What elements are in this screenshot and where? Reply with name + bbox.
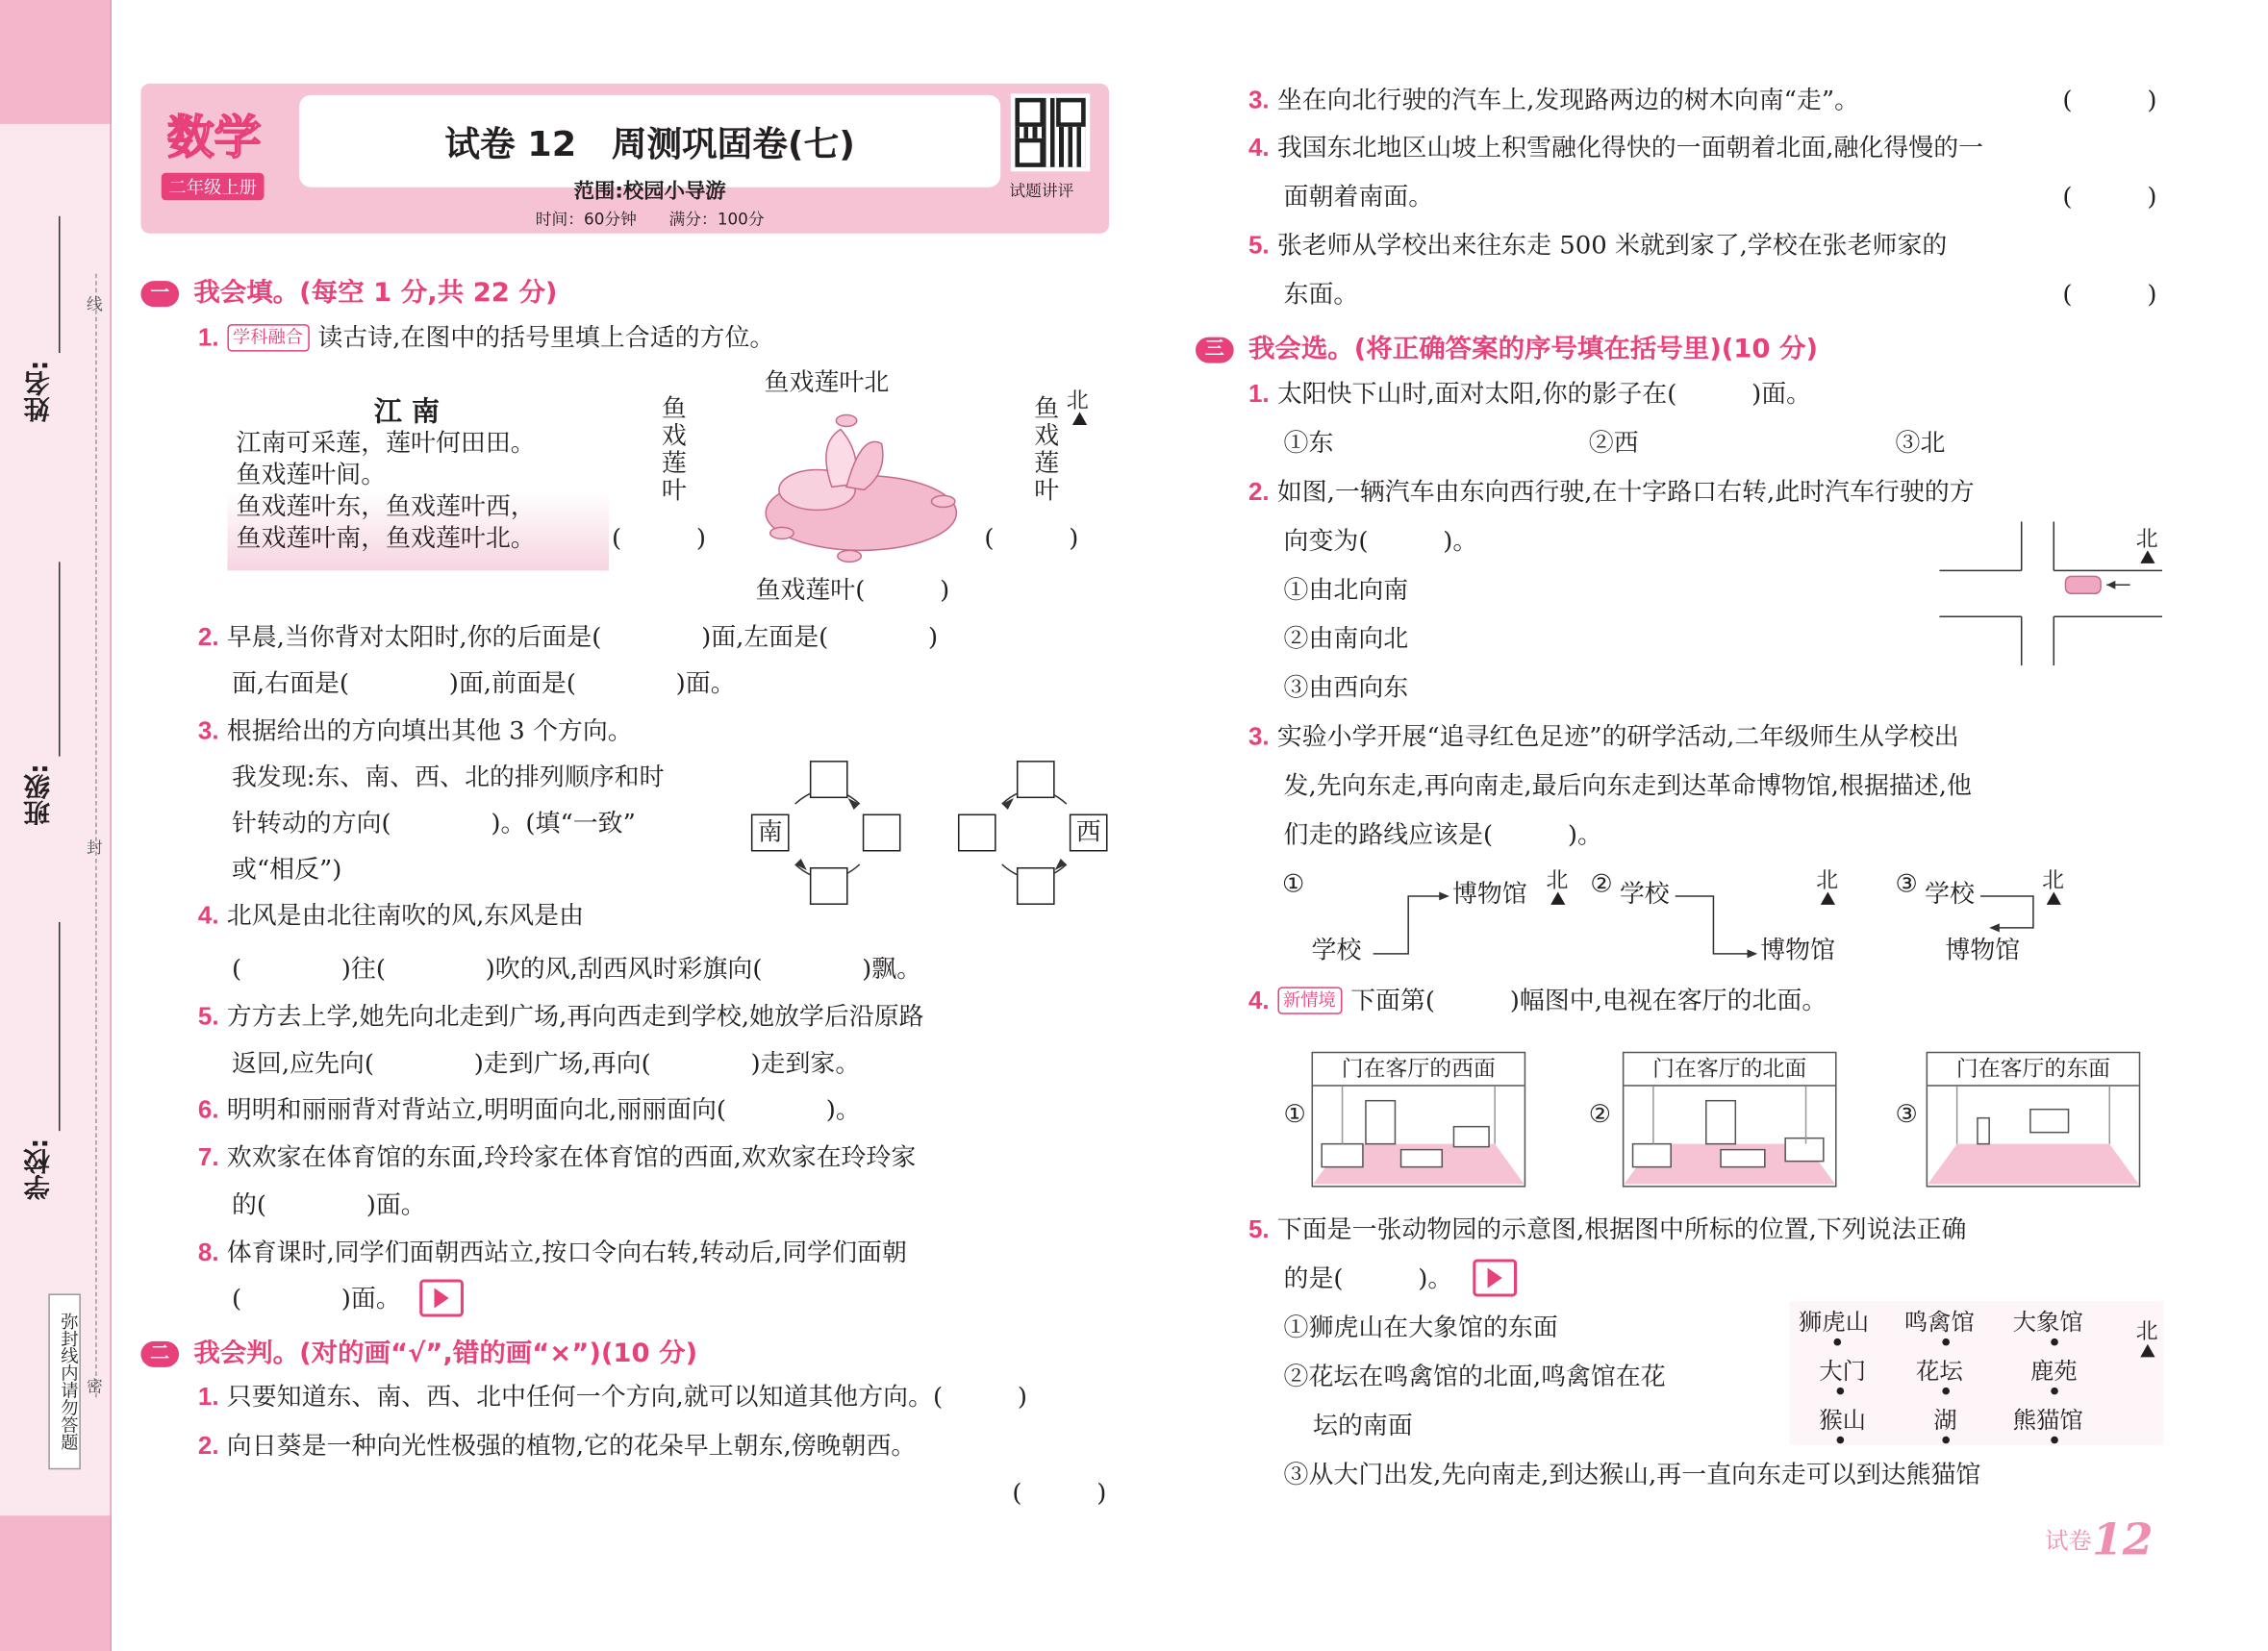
s3-q5-option-1[interactable]: ①狮虎山在大象馆的东面 <box>1283 1313 1558 1343</box>
direction-wheel-right <box>958 761 1111 908</box>
right-blank[interactable]: ( ) <box>984 524 1079 554</box>
scope-label: 范围:校园小导游 <box>573 180 726 204</box>
s1-q2-line2: 面,右面是( )面,前面是( )面。 <box>231 669 736 699</box>
s1-q3-line2: 针转动的方向( )。(填“一致” <box>231 810 636 839</box>
section1-badge: 一 <box>140 281 179 307</box>
zoo-lake: 湖 <box>1933 1406 1957 1434</box>
zoo-flowerbed: 花坛 <box>1915 1357 1963 1385</box>
route-option-1[interactable]: ① 学校 博物馆 北 <box>1279 864 1573 971</box>
s2-q4: 4. 我国东北地区山坡上积雪融化得快的一面朝着北面,融化得慢的一 <box>1247 134 1984 163</box>
room2-mark: ② <box>1588 1100 1612 1130</box>
section1-heading: 一 我会填。(每空 1 分,共 22 分) <box>140 272 557 310</box>
room3-mark: ③ <box>1895 1100 1918 1130</box>
seal-mark-1: 线 <box>86 295 103 314</box>
s3-q3-line2: 发,先向东走,再向南走,最后向东走到达革命博物馆,根据描述,他 <box>1283 772 1972 802</box>
s3-q3: 3. 实验小学开展“追寻红色足迹”的研学活动,二年级师生从学校出 <box>1247 723 1959 753</box>
zoo-panda-house: 熊猫馆 <box>2012 1406 2083 1434</box>
wheel-left-west: 南 <box>751 814 790 852</box>
s2-q2-paren[interactable]: ( ) <box>1012 1479 1107 1509</box>
s1-q2: 2. 早晨,当你背对太阳时,你的后面是( )面,左面是( ) <box>197 623 939 653</box>
video-icon[interactable] <box>1473 1260 1517 1297</box>
s1-q6: 6. 明明和丽丽背对背站立,明明面向北,丽丽面向( )。 <box>197 1096 861 1126</box>
wheel-right-north[interactable] <box>1017 761 1055 798</box>
route1-start: 学校 <box>1311 936 1362 965</box>
route-option-2[interactable]: ② 学校 博物馆 北 <box>1587 864 1860 971</box>
s1-q3-line1: 我发现:东、南、西、北的排列顺序和时 <box>231 763 665 793</box>
s2-q5-line2: 东面。 <box>1283 281 1359 311</box>
subject-title: 数学 <box>166 109 262 164</box>
poem-title: 江 南 <box>373 396 440 428</box>
s3-q2-option-3[interactable]: ③由西向东 <box>1283 674 1409 704</box>
tag-new-context: 新情境 <box>1277 987 1342 1013</box>
zoo-north-label: 北 <box>2135 1317 2158 1344</box>
zoo-bird-house: 鸣禽馆 <box>1903 1308 1975 1336</box>
north-arrow-icon <box>1821 891 1835 904</box>
class-label: 班级: <box>23 763 55 826</box>
s2-q4-paren[interactable]: ( ) <box>2062 183 2157 213</box>
grade-label: 二年级上册 <box>162 173 265 200</box>
s3-q2-line2: 向变为( )。 <box>1283 527 1478 557</box>
s2-q3-paren[interactable]: ( ) <box>2062 86 2157 115</box>
route2-start: 学校 <box>1619 880 1670 910</box>
s3-q5-line2: 的是( )。 <box>1283 1264 1453 1294</box>
north-arrow-icon <box>1550 891 1565 904</box>
s1-q4: 4. 北风是由北往南吹的风,东风是由 <box>197 901 585 931</box>
zoo-deer-park: 鹿苑 <box>2029 1357 2078 1385</box>
s2-q1: 1. 只要知道东、南、西、北中任何一个方向,就可以知道其他方向。( ) <box>197 1383 1028 1413</box>
poem-line-2: 鱼戏莲叶间。 <box>236 461 387 490</box>
header-banner <box>140 84 1109 234</box>
s3-q2-option-1[interactable]: ①由北向南 <box>1283 576 1409 606</box>
s3-q3-line3: 们走的路线应该是( )。 <box>1283 821 1602 850</box>
zoo-elephant-house: 大象馆 <box>2012 1308 2083 1336</box>
north-arrow-icon <box>2140 1344 2155 1357</box>
seal-mark-3: 密 <box>86 1377 103 1396</box>
room-option-2[interactable] <box>1623 1052 1837 1188</box>
qr-caption: 试题讲评 <box>1009 181 1074 201</box>
time-info: 时间：60分钟 满分：100分 <box>535 210 765 230</box>
class-field[interactable] <box>20 562 79 850</box>
s2-q5: 5. 张老师从学校出来往东走 500 米就到家了,学校在张老师家的 <box>1247 232 1948 262</box>
seal-note: 弥封线内请勿答题 <box>48 1293 81 1469</box>
s3-q5-option-2[interactable]: ②花坛在鸣禽馆的北面,鸣禽馆在花 <box>1283 1363 1666 1392</box>
s3-q1-option-2[interactable]: ②西 <box>1588 429 1639 459</box>
school-field[interactable] <box>20 922 79 1239</box>
s1-q1: 1. 学科融合 读古诗,在图中的括号里填上合适的方位。 <box>197 324 775 354</box>
crossroad-north-label: 北 <box>2135 525 2158 552</box>
crossroad-figure <box>1939 521 2162 665</box>
s3-q4: 4. 新情境 下面第( )幅图中,电视在客厅的北面。 <box>1247 987 1827 1016</box>
car-icon <box>2075 579 2083 588</box>
top-label: 鱼戏莲叶北 <box>764 368 890 398</box>
poem-line-1: 江南可采莲，莲叶何田田。 <box>236 429 536 459</box>
s2-q2: 2. 向日葵是一种向光性极强的植物,它的花朵早上朝东,傍晚朝西。 <box>197 1432 917 1462</box>
route3-start: 学校 <box>1925 880 1975 910</box>
right-vertical-label: 鱼戏莲叶 <box>1028 394 1058 505</box>
s1-q4-line2: ( )往( )吹的风,刮西风时彩旗向( )飘。 <box>231 955 922 985</box>
left-blank[interactable]: ( ) <box>612 524 707 554</box>
north-arrow-icon <box>2140 550 2155 563</box>
zoo-gate: 大门 <box>1819 1357 1867 1385</box>
route1-north: 北 <box>1546 866 1569 893</box>
poem-figure <box>227 366 1093 612</box>
room1-mark: ① <box>1283 1100 1306 1130</box>
section2-heading: 二 我会判。(对的画“√”,错的画“×”)(10 分) <box>140 1333 697 1370</box>
video-icon[interactable] <box>419 1279 464 1316</box>
s2-q3: 3. 坐在向北行驶的汽车上,发现路两边的树木向南“走”。 <box>1247 86 1860 115</box>
s2-q5-paren[interactable]: ( ) <box>2062 281 2157 311</box>
north-arrow-icon <box>2047 891 2061 904</box>
name-label: 姓名: <box>23 360 55 423</box>
lotus-illustration <box>759 401 965 571</box>
s3-q5: 5. 下面是一张动物园的示意图,根据图中所标的位置,下列说法正确 <box>1247 1215 1967 1245</box>
seal-mark-2: 封 <box>86 838 103 858</box>
route3-north: 北 <box>2042 866 2064 893</box>
wheel-right-east: 西 <box>1070 814 1108 852</box>
footer-label: 试卷 <box>2045 1527 2092 1555</box>
north-arrow-icon <box>1072 413 1087 425</box>
s1-q5: 5. 方方去上学,她先向北走到广场,再向西走到学校,她放学后沿原路 <box>197 1002 924 1032</box>
s1-q8: 8. 体育课时,同学们面朝西站立,按口令向右转,转动后,同学们面朝 <box>197 1238 907 1268</box>
s1-q3-line3: 或“相反”) <box>231 855 342 885</box>
tag-interdisciplinary: 学科融合 <box>227 324 309 351</box>
page-number: 12 <box>2091 1515 2154 1566</box>
poem-line-3: 鱼戏莲叶东，鱼戏莲叶西， <box>236 492 536 522</box>
s3-q5-option-3[interactable]: ③从大门出发,先向南走,到达猴山,再一直向东走可以到达熊猫馆 <box>1283 1461 1981 1490</box>
room3-label: 门在客厅的东面 <box>1928 1053 2139 1086</box>
bottom-label: 鱼戏莲叶( ) <box>755 576 950 606</box>
route-option-3[interactable]: ③ 学校 博物馆 北 <box>1893 864 2086 971</box>
s3-q1-option-1[interactable]: ①东 <box>1283 429 1334 459</box>
zoo-map <box>1790 1301 2164 1445</box>
s1-q7: 7. 欢欢家在体育馆的东面,玲玲家在体育馆的西面,欢欢家在玲玲家 <box>197 1143 917 1173</box>
wheel-left-south[interactable] <box>810 867 848 905</box>
zoo-lion-tiger-hill: 狮虎山 <box>1798 1308 1870 1336</box>
s1-q3: 3. 根据给出的方向填出其他 3 个方向。 <box>197 717 633 747</box>
room-option-3[interactable] <box>1927 1052 2141 1188</box>
section2-badge: 二 <box>140 1341 179 1367</box>
direction-wheel-left <box>751 761 904 908</box>
s1-q7-line2: 的( )面。 <box>231 1191 426 1221</box>
qr-code[interactable] <box>1015 98 1085 167</box>
wheel-right-west[interactable] <box>958 814 996 852</box>
room2-label: 门在客厅的北面 <box>1624 1053 1835 1086</box>
exam-title: 试卷 12 周测巩固卷(七) <box>444 123 855 164</box>
left-vertical-label: 鱼戏莲叶 <box>655 394 686 505</box>
s3-q2-option-2[interactable]: ②由南向北 <box>1283 625 1409 655</box>
s3-q2: 2. 如图,一辆汽车由东向西行驶,在十字路口右转,此时汽车行驶的方 <box>1247 478 1975 508</box>
wheel-left-north[interactable] <box>810 761 848 798</box>
page-footer <box>2045 1515 2154 1565</box>
route2-end: 博物馆 <box>1760 936 1836 965</box>
north-label: 北 <box>1066 388 1089 414</box>
wheel-right-south[interactable] <box>1017 867 1055 905</box>
route2-north: 北 <box>1816 866 1839 893</box>
s3-q1-option-3[interactable]: ③北 <box>1895 429 1946 459</box>
school-label: 学校: <box>23 1138 55 1201</box>
room1-label: 门在客厅的西面 <box>1313 1053 1525 1086</box>
section3-heading: 三 我会选。(将正确答案的序号填在括号里)(10 分) <box>1196 329 1818 366</box>
s1-q8-line2: ( )面。 <box>231 1285 401 1314</box>
wheel-left-east[interactable] <box>863 814 901 852</box>
route1-end: 博物馆 <box>1451 880 1527 910</box>
s2-q4-line2: 面朝着南面。 <box>1283 183 1434 213</box>
zoo-monkey-hill: 猴山 <box>1819 1406 1867 1434</box>
poem-line-4: 鱼戏莲叶南，鱼戏莲叶北。 <box>236 524 536 554</box>
s3-q1: 1. 太阳快下山时,面对太阳,你的影子在( )面。 <box>1247 380 1812 410</box>
section3-badge: 三 <box>1196 338 1234 363</box>
s3-q5-option-2b: 坛的南面 <box>1313 1412 1413 1441</box>
s1-q5-line2: 返回,应先向( )走到广场,再向( )走到家。 <box>231 1050 861 1080</box>
room-option-1[interactable] <box>1312 1052 1526 1188</box>
name-field[interactable] <box>20 216 79 563</box>
route3-end: 博物馆 <box>1945 936 2021 965</box>
